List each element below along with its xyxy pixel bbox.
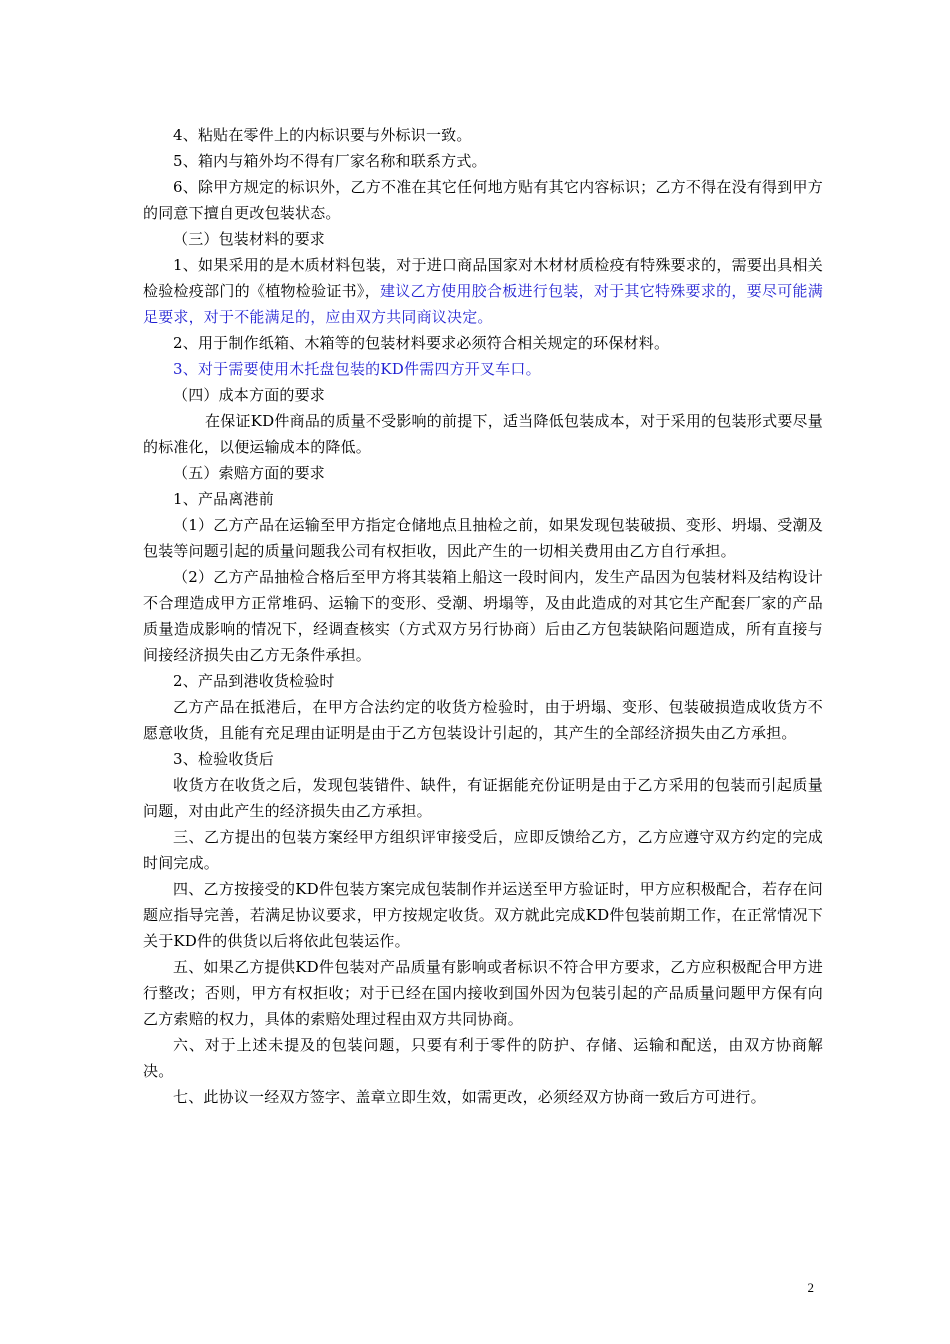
paragraph-item-5: 5、箱内与箱外均不得有厂家名称和联系方式。 <box>173 152 487 170</box>
clause-six: 六、对于上述未提及的包装问题，只要有利于零件的防护、存储、运输和配送，由双方协商解决。 <box>143 1036 823 1080</box>
paragraph-wood-packaging-text: 1、如果采用的是木质材料包装，对于进口商品国家对木材材质检疫有特殊要求的，需要出具相关检验检疫部门的《植物检验证书》， <box>143 256 823 300</box>
paragraph-item-4: 4、粘贴在零件上的内标识要与外标识一致。 <box>173 126 472 144</box>
section-heading-cost: （四）成本方面的要求 <box>173 386 326 404</box>
paragraph-eco-materials: 2、用于制作纸箱、木箱等的包装材料要求必须符合相关规定的环保材料。 <box>173 334 670 352</box>
clause-five: 五、如果乙方提供KD件包装对产品质量有影响或者标识不符合甲方要求，乙方应积极配合甲方进行整改；否则，甲方有权拒收；对于已经在国内接收到国外因为包装引起的产品质量问题甲方保有向乙方索赔的权力，具体的索赔处理过程由双方共同协商。 <box>143 958 823 1028</box>
subheading-arrival-inspection: 2、产品到港收货检验时 <box>173 672 335 690</box>
paragraph-after-receipt: 收货方在收货之后，发现包装错件、缺件，有证据能充份证明是由于乙方采用的包装而引起质量问题，对由此产生的经济损失由乙方承担。 <box>143 776 823 820</box>
paragraph-before-inspection: （1）乙方产品在运输至甲方指定仓储地点且抽检之前，如果发现包装破损、变形、坍塌、受潮及包装等问题引起的质量问题我公司有权拒收，因此产生的一切相关费用由乙方自行承担。 <box>143 516 823 560</box>
section-heading-claims: （五）索赔方面的要求 <box>173 464 326 482</box>
document-body <box>143 122 823 1110</box>
paragraph-arrival-inspection: 乙方产品在抵港后，在甲方合法约定的收货方检验时，由于坍塌、变形、包装破损造成收货方不愿意收货，且能有充足理由证明是由于乙方包装设计引起的，其产生的全部经济损失由乙方承担。 <box>143 698 823 742</box>
clause-three: 三、乙方提出的包装方案经甲方组织评审接受后，应即反馈给乙方，乙方应遵守双方约定的完成时间完成。 <box>143 828 823 872</box>
paragraph-item-6: 6、除甲方规定的标识外，乙方不准在其它任何地方贴有其它内容标识；乙方不得在没有得到甲方的同意下擅自更改包装状态。 <box>143 178 823 222</box>
paragraph-wooden-pallet: 3、对于需要使用木托盘包装的KD件需四方开叉车口。 <box>173 360 541 378</box>
clause-four: 四、乙方按接受的KD件包装方案完成包装制作并运送至甲方验证时，甲方应积极配合，若存在问题应指导完善，若满足协议要求，甲方按规定收货。双方就此完成KD件包装前期工作，在正常情况下关于KD件的供货以后将依此包装运作。 <box>143 880 823 950</box>
subheading-after-receipt: 3、检验收货后 <box>173 750 274 768</box>
paragraph-wood-packaging-highlight: 建议乙方使用胶合板进行包装，对于其它特殊要求的，要尽可能满足要求，对于不能满足的，应由双方共同商议决定。 <box>143 282 823 326</box>
paragraph-after-inspection: （2）乙方产品抽检合格后至甲方将其装箱上船这一段时间内，发生产品因为包装材料及结构设计不合理造成甲方正常堆码、运输下的变形、受潮、坍塌等，及由此造成的对其它生产配套厂家的产品质量造成影响的情况下，经调查核实（方式双方另行协商）后由乙方包装缺陷问题造成，所有直接与间接经济损失由乙方无条件承担。 <box>143 568 823 664</box>
paragraph-cost: 在保证KD件商品的质量不受影响的前提下，适当降低包装成本，对于采用的包装形式要尽量的标准化，以便运输成本的降低。 <box>143 412 823 456</box>
paragraph-wood-packaging <box>143 252 823 330</box>
section-heading-packaging-materials: （三）包装材料的要求 <box>173 230 326 248</box>
clause-seven: 七、此协议一经双方签字、盖章立即生效，如需更改，必须经双方协商一致后方可进行。 <box>173 1088 766 1106</box>
page-number: 2 <box>807 1280 814 1295</box>
subheading-before-departure: 1、产品离港前 <box>173 490 274 508</box>
